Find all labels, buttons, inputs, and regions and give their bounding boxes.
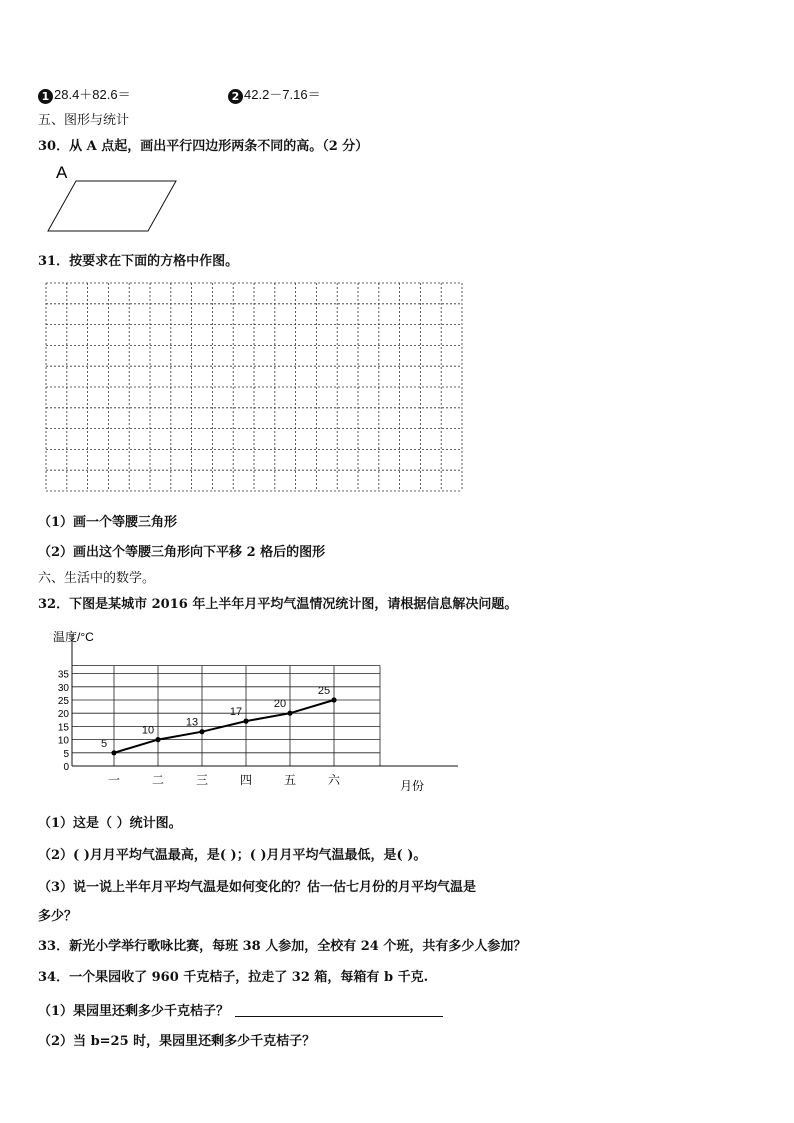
circled-number-1: 1	[38, 89, 53, 104]
chart-y-tick-label: 35	[57, 669, 69, 681]
chart-data-label: 10	[141, 724, 155, 737]
chart-y-tick-label: 25	[57, 696, 69, 707]
chart-data-point	[155, 737, 160, 742]
q31-text: 31．按要求在下面的方格中作图。	[38, 254, 239, 269]
chart-x-tick-label: 五	[283, 773, 297, 787]
q31-sub2: （2）画出这个等腰三角形向下平移 2 格后的图形	[38, 545, 326, 560]
q30-text: 30．从 A 点起，画出平行四边形两条不同的高。（2 分）	[38, 139, 369, 154]
chart-data-point	[111, 750, 116, 755]
calc-expression-1: 28.4＋82.6＝	[54, 87, 131, 102]
q32-sub1: （1）这是（ ）统计图。	[38, 816, 182, 831]
chart-data-point	[243, 719, 248, 724]
q32-sub3-line1: （3）说一说上半年月平均气温是如何变化的？估一估七月份的月平均气温是	[38, 880, 477, 895]
circled-number-2: 2	[228, 89, 243, 104]
chart-y-tick-label: 10	[57, 735, 69, 747]
chart-x-tick-label: 三	[195, 773, 209, 787]
q32-sub2: （2）( )月月平均气温最高，是( )；( )月月平均气温最低，是( )。	[38, 848, 427, 863]
q31-sub1: （1）画一个等腰三角形	[38, 515, 178, 530]
chart-y-tick-label: 5	[63, 748, 69, 760]
chart-data-label: 25	[317, 685, 331, 697]
q33-text: 33．新光小学举行歌咏比赛，每班 38 人参加，全校有 24 个班，共有多少人参加？	[38, 939, 527, 954]
q32-sub3-line2: 多少？	[38, 909, 78, 924]
chart-y-tick-label: 20	[57, 709, 69, 721]
chart-y-tick-label: 30	[57, 682, 69, 694]
chart-y-tick-label: 0	[63, 762, 69, 773]
calc-item-1	[38, 84, 131, 104]
drawing-grid[interactable]	[45, 282, 465, 494]
chart-data-label: 20	[273, 698, 287, 711]
chart-x-tick-label: 二	[151, 773, 165, 787]
chart-x-axis-label: 月份	[400, 779, 425, 793]
answer-blank-line[interactable]	[235, 1004, 443, 1017]
chart-data-point	[331, 697, 336, 702]
chart-data-point	[199, 729, 204, 734]
chart-data-label: 17	[229, 706, 243, 719]
calc-expression-2: 42.2－7.16＝	[244, 87, 321, 102]
q34-sub1	[38, 1000, 443, 1019]
q34-sub2: （2）当 b=25 时，果园里还剩多少千克桔子？	[38, 1034, 316, 1049]
q32-text: 32．下图是某城市 2016 年上半年月平均气温情况统计图，请根据信息解决问题。	[38, 597, 518, 612]
temperature-line-chart	[40, 620, 470, 800]
parallelogram	[48, 181, 176, 231]
q34-sub1-text: （1）果园里还剩多少千克桔子？	[38, 1004, 230, 1019]
chart-data-point	[287, 711, 292, 716]
chart-data-label: 13	[185, 716, 199, 729]
vertex-label-a: A	[56, 163, 68, 182]
chart-x-tick-label: 四	[239, 773, 253, 787]
section-5-title: 五、图形与统计	[38, 113, 130, 128]
chart-x-tick-label: 一	[107, 773, 121, 787]
chart-data-label: 5	[100, 737, 108, 750]
chart-y-axis-label: 温度/°C	[53, 630, 94, 644]
chart-y-tick-label: 15	[57, 722, 69, 734]
q34-text: 34．一个果园收了 960 千克桔子，拉走了 32 箱，每箱有 b 千克.	[38, 970, 429, 985]
chart-x-tick-label: 六	[327, 773, 341, 787]
parallelogram-figure	[40, 160, 190, 236]
calc-item-2	[228, 84, 321, 104]
section-6-title: 六、生活中的数学。	[38, 571, 156, 586]
